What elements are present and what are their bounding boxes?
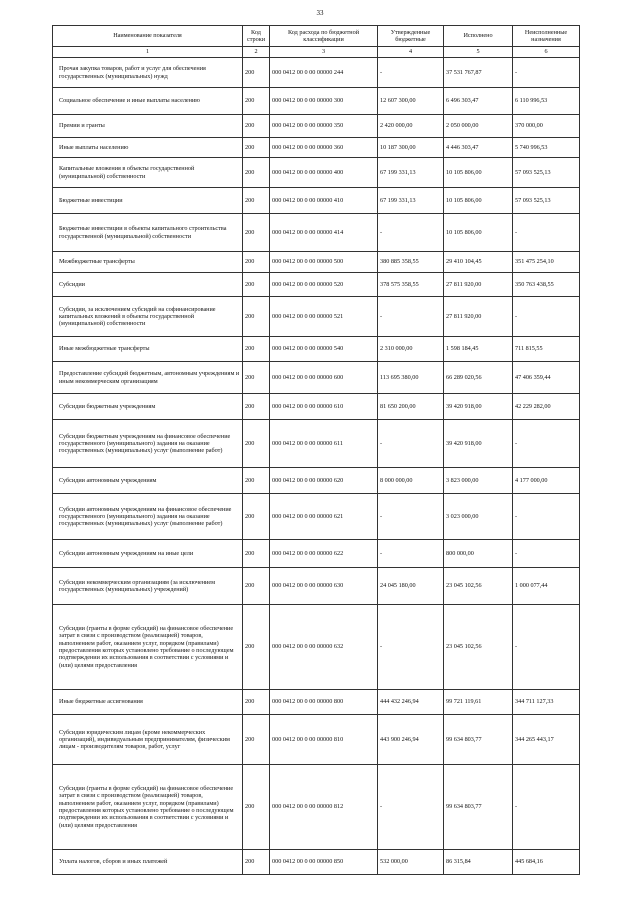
row-executed: 39 420 918,00 — [444, 420, 513, 468]
col-number: 5 — [444, 47, 513, 58]
table-row — [53, 765, 580, 850]
row-unexecuted: 57 093 525,13 — [513, 188, 580, 214]
row-unexecuted: 6 110 996,53 — [513, 88, 580, 115]
row-unexecuted: - — [513, 765, 580, 850]
row-budget-code: 000 0412 00 0 00 00000 611 — [270, 420, 378, 468]
row-approved: 24 045 180,00 — [378, 568, 444, 605]
row-budget-code: 000 0412 00 0 00 00000 622 — [270, 540, 378, 568]
row-budget-code: 000 0412 00 0 00 00000 620 — [270, 468, 378, 494]
col-number: 1 — [53, 47, 243, 58]
row-budget-code: 000 0412 00 0 00 00000 520 — [270, 273, 378, 297]
row-name: Субсидии автономным учреждениям на финансовое обеспечение государственного (муниципального) задания на оказание государственных (муниципальных) услуг (выполнение работ) — [53, 494, 243, 540]
row-unexecuted: 351 475 254,10 — [513, 252, 580, 273]
row-unexecuted: 57 093 525,13 — [513, 158, 580, 188]
row-approved: 2 310 000,00 — [378, 337, 444, 362]
row-approved: - — [378, 765, 444, 850]
row-executed: 1 598 184,45 — [444, 337, 513, 362]
row-executed: 23 045 102,56 — [444, 605, 513, 690]
table-row — [53, 337, 580, 362]
row-line-code: 200 — [243, 394, 270, 420]
row-budget-code: 000 0412 00 0 00 00000 414 — [270, 214, 378, 252]
row-unexecuted: - — [513, 297, 580, 337]
row-name: Иные бюджетные ассигнования — [53, 690, 243, 715]
row-line-code: 200 — [243, 605, 270, 690]
row-approved: - — [378, 297, 444, 337]
row-approved: 113 695 380,00 — [378, 362, 444, 394]
table-row — [53, 88, 580, 115]
row-executed: 2 050 000,00 — [444, 115, 513, 138]
row-name: Прочая закупка товаров, работ и услуг для обеспечения государственных (муниципальных) нужд — [53, 58, 243, 88]
row-budget-code: 000 0412 00 0 00 00000 244 — [270, 58, 378, 88]
row-executed: 86 315,84 — [444, 850, 513, 875]
col-number: 3 — [270, 47, 378, 58]
row-name: Иные выплаты населению — [53, 138, 243, 158]
row-executed: 99 634 803,77 — [444, 715, 513, 765]
row-approved: 444 432 246,94 — [378, 690, 444, 715]
table-row — [53, 394, 580, 420]
row-unexecuted: 4 177 000,00 — [513, 468, 580, 494]
row-line-code: 200 — [243, 58, 270, 88]
row-line-code: 200 — [243, 540, 270, 568]
row-budget-code: 000 0412 00 0 00 00000 410 — [270, 188, 378, 214]
table-row — [53, 468, 580, 494]
row-approved: 380 885 358,55 — [378, 252, 444, 273]
row-budget-code: 000 0412 00 0 00 00000 850 — [270, 850, 378, 875]
row-name: Иные межбюджетные трансферты — [53, 337, 243, 362]
row-name: Социальное обеспечение и иные выплаты населению — [53, 88, 243, 115]
row-unexecuted: - — [513, 540, 580, 568]
header-approved: Утвержденные бюджетные — [378, 26, 444, 47]
row-line-code: 200 — [243, 273, 270, 297]
row-budget-code: 000 0412 00 0 00 00000 812 — [270, 765, 378, 850]
row-name: Субсидии юридическим лицам (кроме некоммерческих организаций), индивидуальным предпринимателям, физическим лицам - производителям товаров, работ, услуг — [53, 715, 243, 765]
row-budget-code: 000 0412 00 0 00 00000 630 — [270, 568, 378, 605]
row-executed: 800 000,00 — [444, 540, 513, 568]
row-unexecuted: - — [513, 58, 580, 88]
row-approved: - — [378, 540, 444, 568]
row-approved: - — [378, 605, 444, 690]
page-number: 33 — [316, 9, 324, 17]
table-row — [53, 420, 580, 468]
row-unexecuted: 370 000,00 — [513, 115, 580, 138]
table-row — [53, 715, 580, 765]
row-name: Субсидии — [53, 273, 243, 297]
row-unexecuted: 344 265 443,17 — [513, 715, 580, 765]
table-row — [53, 188, 580, 214]
row-name: Премии и гранты — [53, 115, 243, 138]
row-unexecuted: 711 815,55 — [513, 337, 580, 362]
row-unexecuted: - — [513, 605, 580, 690]
header-name: Наименование показателя — [53, 26, 243, 47]
row-executed: 3 023 000,00 — [444, 494, 513, 540]
row-line-code: 200 — [243, 362, 270, 394]
row-unexecuted: 445 684,16 — [513, 850, 580, 875]
table-row — [53, 138, 580, 158]
row-executed: 99 634 803,77 — [444, 765, 513, 850]
row-approved: 12 607 300,00 — [378, 88, 444, 115]
row-name: Бюджетные инвестиции в объекты капитального строительства государственной (муниципальной) собственности — [53, 214, 243, 252]
header-executed: Исполнено — [444, 26, 513, 47]
table-row — [53, 494, 580, 540]
row-name: Субсидии автономным учреждениям — [53, 468, 243, 494]
row-unexecuted: - — [513, 420, 580, 468]
row-name: Межбюджетные трансферты — [53, 252, 243, 273]
row-line-code: 200 — [243, 188, 270, 214]
table-row — [53, 362, 580, 394]
row-unexecuted: 350 763 438,55 — [513, 273, 580, 297]
row-budget-code: 000 0412 00 0 00 00000 300 — [270, 88, 378, 115]
row-unexecuted: 47 406 359,44 — [513, 362, 580, 394]
row-budget-code: 000 0412 00 0 00 00000 632 — [270, 605, 378, 690]
row-name: Субсидии, за исключением субсидий на софинансирование капитальных вложений в объекты государственной (муниципальной) собственности — [53, 297, 243, 337]
row-approved: 10 187 300,00 — [378, 138, 444, 158]
table-row — [53, 115, 580, 138]
row-name: Предоставление субсидий бюджетным, автономным учреждениям и иным некоммерческим организациям — [53, 362, 243, 394]
row-executed: 6 496 303,47 — [444, 88, 513, 115]
row-line-code: 200 — [243, 138, 270, 158]
row-executed: 10 105 806,00 — [444, 188, 513, 214]
row-executed: 99 721 119,61 — [444, 690, 513, 715]
row-name: Субсидии (гранты в форме субсидий) на финансовое обеспечение затрат в связи с производством (реализацией) товаров, выполнением работ, оказанием услуг, порядком (правилами) предоставления которых установлено требование о последующем подтверждении их использования в соответствии с условиями и (или) целями предоставления — [53, 765, 243, 850]
row-budget-code: 000 0412 00 0 00 00000 600 — [270, 362, 378, 394]
row-budget-code: 000 0412 00 0 00 00000 610 — [270, 394, 378, 420]
row-line-code: 200 — [243, 297, 270, 337]
row-approved: 532 000,00 — [378, 850, 444, 875]
header-budget-code: Код расхода по бюджетной классификации — [270, 26, 378, 47]
row-line-code: 200 — [243, 214, 270, 252]
table-row — [53, 605, 580, 690]
row-approved: 443 900 246,94 — [378, 715, 444, 765]
header-unexecuted: Неисполненные назначения — [513, 26, 580, 47]
row-executed: 3 823 000,00 — [444, 468, 513, 494]
row-approved: 81 650 200,00 — [378, 394, 444, 420]
row-budget-code: 000 0412 00 0 00 00000 400 — [270, 158, 378, 188]
row-line-code: 200 — [243, 715, 270, 765]
row-budget-code: 000 0412 00 0 00 00000 500 — [270, 252, 378, 273]
row-line-code: 200 — [243, 690, 270, 715]
row-approved: 67 199 331,13 — [378, 188, 444, 214]
row-budget-code: 000 0412 00 0 00 00000 360 — [270, 138, 378, 158]
row-budget-code: 000 0412 00 0 00 00000 800 — [270, 690, 378, 715]
row-line-code: 200 — [243, 765, 270, 850]
row-line-code: 200 — [243, 494, 270, 540]
row-line-code: 200 — [243, 468, 270, 494]
row-approved: 8 000 000,00 — [378, 468, 444, 494]
table-row — [53, 540, 580, 568]
row-budget-code: 000 0412 00 0 00 00000 521 — [270, 297, 378, 337]
row-executed: 66 289 020,56 — [444, 362, 513, 394]
row-budget-code: 000 0412 00 0 00 00000 350 — [270, 115, 378, 138]
row-line-code: 200 — [243, 420, 270, 468]
budget-report-table — [52, 25, 580, 875]
row-budget-code: 000 0412 00 0 00 00000 810 — [270, 715, 378, 765]
row-name: Субсидии автономным учреждениям на иные цели — [53, 540, 243, 568]
header-line-code: Код строки — [243, 26, 270, 47]
row-budget-code: 000 0412 00 0 00 00000 540 — [270, 337, 378, 362]
row-name: Субсидии бюджетным учреждениям на финансовое обеспечение государственного (муниципального) задания на оказание государственных (муниципальных) услуг (выполнение работ) — [53, 420, 243, 468]
row-unexecuted: 5 740 996,53 — [513, 138, 580, 158]
row-approved: - — [378, 420, 444, 468]
row-executed: 10 105 806,00 — [444, 158, 513, 188]
row-name: Субсидии некоммерческим организациям (за исключением государственных (муниципальных) учреждений) — [53, 568, 243, 605]
row-budget-code: 000 0412 00 0 00 00000 621 — [270, 494, 378, 540]
table-row — [53, 58, 580, 88]
row-name: Субсидии бюджетным учреждениям — [53, 394, 243, 420]
row-unexecuted: 1 000 077,44 — [513, 568, 580, 605]
header-row — [53, 26, 580, 47]
row-unexecuted: 42 229 282,00 — [513, 394, 580, 420]
table-row — [53, 690, 580, 715]
row-executed: 37 531 767,87 — [444, 58, 513, 88]
table-row — [53, 158, 580, 188]
row-name: Бюджетные инвестиции — [53, 188, 243, 214]
row-name: Субсидии (гранты в форме субсидий) на финансовое обеспечение затрат в связи с производством (реализацией) товаров, выполнением работ, оказанием услуг, порядком (правилами) предоставления которых установлено требование о последующем подтверждении их использования в соответствии с условиями и (или) целями предоставления — [53, 605, 243, 690]
row-approved: - — [378, 494, 444, 540]
col-number: 2 — [243, 47, 270, 58]
col-number: 4 — [378, 47, 444, 58]
row-line-code: 200 — [243, 337, 270, 362]
row-unexecuted: - — [513, 494, 580, 540]
row-executed: 4 446 303,47 — [444, 138, 513, 158]
row-unexecuted: - — [513, 214, 580, 252]
row-executed: 27 811 920,00 — [444, 297, 513, 337]
row-executed: 23 045 102,56 — [444, 568, 513, 605]
column-number-row — [53, 47, 580, 58]
row-approved: - — [378, 214, 444, 252]
row-name: Уплата налогов, сборов и иных платежей — [53, 850, 243, 875]
row-unexecuted: 344 711 127,33 — [513, 690, 580, 715]
row-approved: 67 199 331,13 — [378, 158, 444, 188]
row-line-code: 200 — [243, 115, 270, 138]
row-line-code: 200 — [243, 568, 270, 605]
table-row — [53, 850, 580, 875]
col-number: 6 — [513, 47, 580, 58]
row-executed: 27 811 920,00 — [444, 273, 513, 297]
row-line-code: 200 — [243, 88, 270, 115]
table-row — [53, 568, 580, 605]
row-line-code: 200 — [243, 158, 270, 188]
row-approved: 2 420 000,00 — [378, 115, 444, 138]
row-line-code: 200 — [243, 252, 270, 273]
table-row — [53, 214, 580, 252]
row-executed: 29 410 104,45 — [444, 252, 513, 273]
row-line-code: 200 — [243, 850, 270, 875]
table-row — [53, 297, 580, 337]
row-approved: - — [378, 58, 444, 88]
row-approved: 378 575 358,55 — [378, 273, 444, 297]
row-executed: 39 420 918,00 — [444, 394, 513, 420]
table-row — [53, 252, 580, 273]
row-name: Капитальные вложения в объекты государственной (муниципальной) собственности — [53, 158, 243, 188]
table-row — [53, 273, 580, 297]
row-executed: 10 105 806,00 — [444, 214, 513, 252]
